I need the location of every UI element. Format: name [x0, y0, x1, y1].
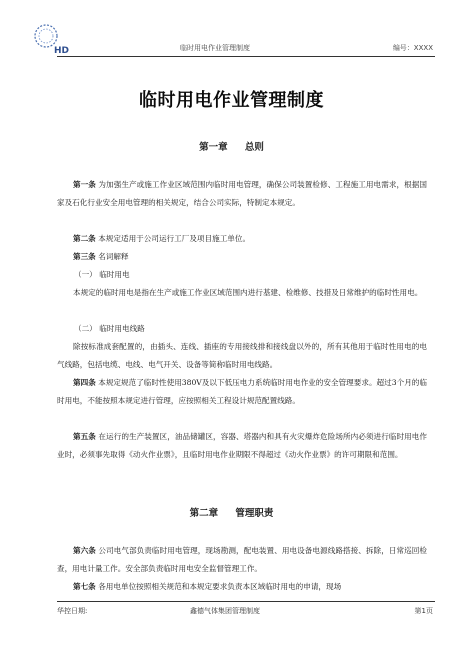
footer-date: 华控日期: — [57, 607, 88, 615]
article-2-number: 第二条 — [73, 234, 96, 243]
header-divider — [57, 56, 435, 57]
article-5-number: 第五条 — [73, 432, 96, 441]
company-logo — [24, 20, 84, 56]
article-3-sub-1-text: 本规定的临时用电是指在生产或施工作业区域范围内进行基建、检维修、技措及日常维护的临时性用电。 — [73, 288, 423, 297]
footer-title: 鑫德气体集团管理制度 — [190, 607, 260, 615]
article-3-number: 第三条 — [73, 252, 96, 261]
article-1-number: 第一条 — [73, 180, 96, 189]
chapter-1-heading: 第一章 总则 — [199, 142, 264, 153]
article-1-text: 为加强生产或施工作业区域范围内临时用电管理，确保公司装置检修、工程施工用电需求，根据国家及石化行业安全用电管理的相关规定，结合公司实际，特制定本规定。 — [57, 180, 428, 207]
document-title: 临时用电作业管理制度 — [139, 90, 324, 111]
article-7-number: 第七条 — [73, 582, 96, 591]
article-3 — [57, 248, 427, 266]
article-5-text: 在运行的生产装置区，油品储罐区，容器、塔器内和具有火灾爆炸危险场所内必须进行临时用电作业时，必须事先取得《动火作业票》，且临时用电作业期限不得超过《动火作业票》的许可期限和范围。 — [57, 432, 428, 459]
article-3-sub-2-text: 除按标准成套配置的，由插头、连线、插座的专用接线排和接线盘以外的，所有其他用于临时性用电的电气线路，包括电缆、电线、电气开关、设备等简称临时用电线路。 — [57, 342, 427, 369]
article-2 — [57, 230, 427, 248]
page-number: 第1页 — [414, 607, 433, 615]
article-5 — [57, 428, 427, 464]
article-3-sub-1-heading: （一） 临时用电 — [74, 270, 130, 279]
header-title: 临时用电作业管理制度 — [180, 44, 250, 52]
chapter-2-heading: 第二章 管理职责 — [189, 508, 274, 519]
article-3-sub-2-heading: （二） 临时用电线路 — [74, 324, 145, 333]
article-4 — [57, 374, 427, 410]
article-6 — [57, 542, 427, 578]
article-6-number: 第六条 — [73, 546, 96, 555]
article-7-text: 各用电单位按照相关规范和本规定要求负责本区域临时用电的申请，现场 — [98, 582, 342, 591]
footer-divider — [57, 601, 435, 602]
article-4-number: 第四条 — [73, 378, 96, 387]
article-7 — [57, 578, 427, 596]
article-2-text: 本规定适用于公司运行工厂及项目施工单位。 — [98, 234, 251, 243]
article-4-text: 本规定规范了临时性使用380V及以下低压电力系统临时用电作业的安全管理要求。超过3个月的临时用电，不能按照本规定进行管理，应按照相关工程设计规范配置线路。 — [57, 378, 427, 405]
article-6-text: 公司电气部负责临时用电管理，现场勘测，配电装置、用电设备电源线路搭接、拆除，日常巡回检查，用电计量工作。安全部负责临时用电安全监督管理工作。 — [57, 546, 428, 573]
document-code: 编号：XXXX — [392, 44, 433, 52]
article-3-text: 名词解释 — [98, 252, 129, 261]
article-1 — [57, 176, 427, 212]
svg-text:HD: HD — [54, 46, 70, 56]
